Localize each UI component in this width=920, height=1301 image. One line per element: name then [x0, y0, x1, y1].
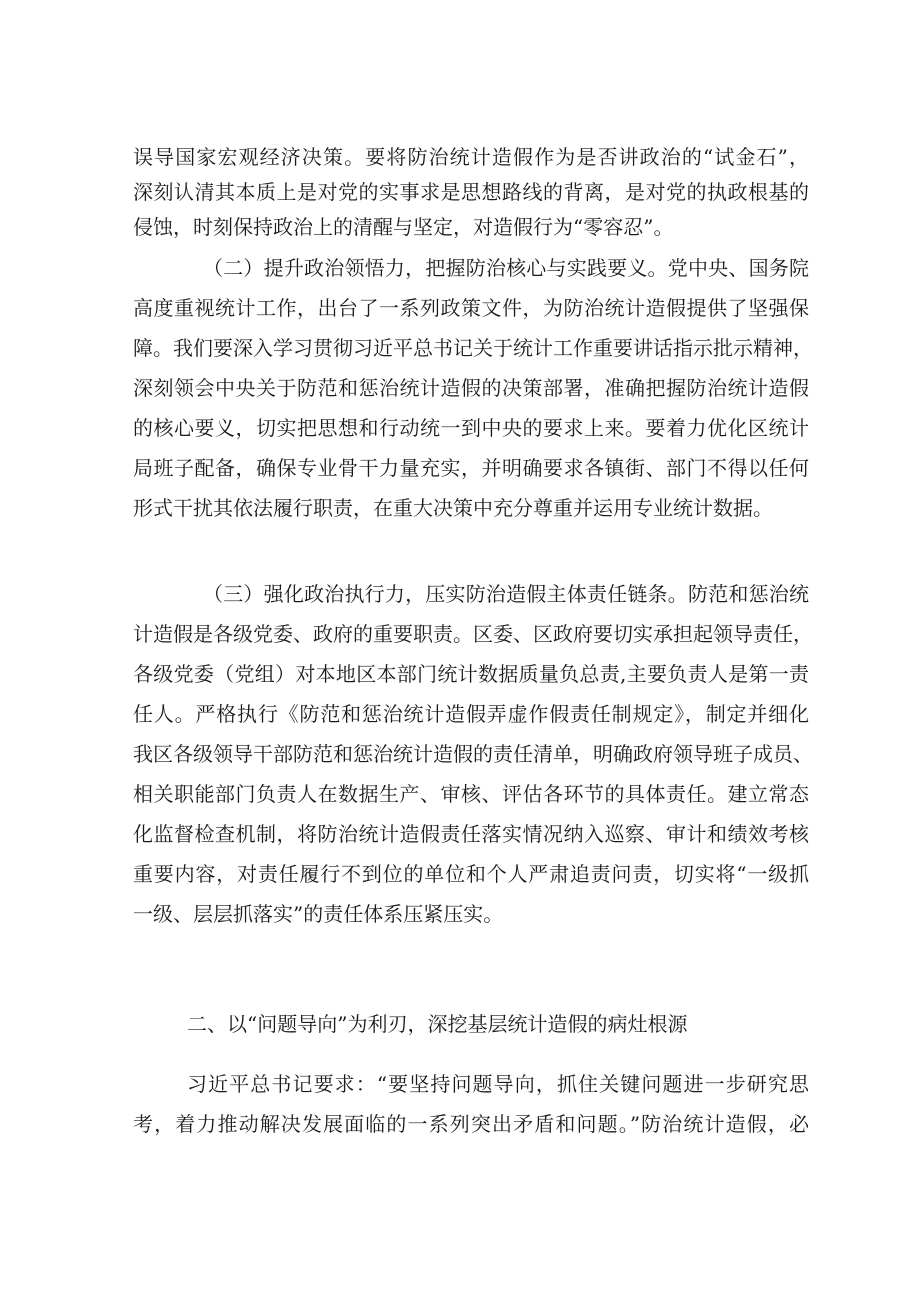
text-line: 任人。严格执行《防范和惩治统计造假弄虚作假责任制规定》，制定并细化 [133, 702, 809, 726]
text-line: （三）强化政治执行力，压实防治造假主体责任链条。防范和惩治统 [203, 582, 809, 606]
heading-text: 二、以“问题导向”为利刃，深挖基层统计造假的病灶根源 [187, 1012, 688, 1036]
section-heading [133, 1012, 809, 1052]
paragraph-section-3 [133, 582, 813, 942]
text-line: 形式干扰其依法履行职责，在重大决策中充分尊重并运用专业统计数据。 [133, 496, 773, 520]
text-line: 习近平总书记要求：“要坚持问题导向，抓住关键问题进一步研究思 [187, 1072, 809, 1096]
paragraph-intro [133, 1072, 809, 1152]
text-line: 化监督检查机制，将防治统计造假责任落实情况纳入巡察、审计和绩效考核 [133, 822, 809, 846]
text-line: 障。我们要深入学习贯彻习近平总书记关于统计工作重要讲话指示批示精神， [133, 336, 813, 360]
text-line: 各级党委（党组）对本地区本部门统计数据质量负总责,主要负责人是第一责 [133, 662, 809, 686]
text-line: （二）提升政治领悟力，把握防治核心与实践要义。党中央、国务院 [203, 256, 809, 280]
text-line: 计造假是各级党委、政府的重要职责。区委、区政府要切实承担起领导责任， [133, 622, 813, 646]
text-line: 深刻认清其本质上是对党的实事求是思想路线的背离，是对党的执政根基的 [133, 180, 809, 204]
text-line: 高度重视统计工作，出台了一系列政策文件，为防治统计造假提供了坚强保 [133, 296, 809, 320]
text-line: 相关职能部门负责人在数据生产、审核、评估各环节的具体责任。建立常态 [133, 782, 809, 806]
text-line: 深刻领会中央关于防范和惩治统计造假的决策部署，准确把握防治统计造假 [133, 376, 809, 400]
text-line: 侵蚀，时刻保持政治上的清醒与坚定，对造假行为“零容忍”。 [133, 215, 674, 239]
text-line: 一级、层层抓落实”的责任体系压紧压实。 [133, 902, 504, 926]
text-line: 局班子配备，确保专业骨干力量充实，并明确要求各镇街、部门不得以任何 [133, 456, 809, 480]
paragraph-section-2 [133, 256, 813, 536]
text-line: 重要内容，对责任履行不到位的单位和个人严肃追责问责，切实将“一级抓 [133, 862, 809, 886]
text-line: 我区各级领导干部防范和惩治统计造假的责任清单，明确政府领导班子成员、 [133, 742, 813, 766]
text-line: 考，着力推动解决发展面临的一系列突出矛盾和问题。”防治统计造假，必 [133, 1112, 809, 1136]
text-line: 误导国家宏观经济决策。要将防治统计造假作为是否讲政治的“试金石”， [133, 145, 809, 169]
text-line: 的核心要义，切实把思想和行动统一到中央的要求上来。要着力优化区统计 [133, 416, 809, 440]
paragraph-continuation [133, 145, 809, 239]
